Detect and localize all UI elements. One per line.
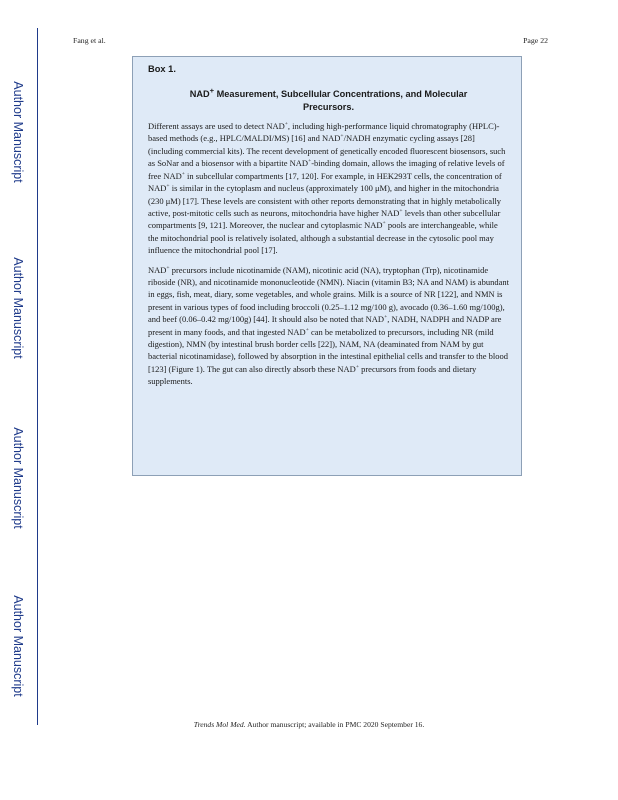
footer (0, 720, 618, 729)
running-header-author: Fang et al. (73, 36, 106, 45)
box-paragraph-1: Different assays are used to detect NAD+, including high-performance liquid chromatography (HPLC)-based methods (e.g., HPLC/MALDI/MS) [16] and NAD+/NADH enzymatic cycling assays [28] (including commercial kits). The recent development of genetically encoded fluorescent biosensors, such as SoNar and a biosensor with a bipartite NAD+-binding domain, allows the imaging of relative levels of free NAD+ in subcellular compartments [17, 120]. For example, in HEK293T cells, the concentration of NAD+ is similar in the cytoplasm and nucleus (approximately 100 μM), and higher in the mitochondria (230 μM) [17]. These levels are consistent with other reports demonstrating that in highly metabolically active, post-mitotic cells such as neurons, mitochondria have higher NAD+ levels than other subcellular compartments [9, 121]. Moreover, the nuclear and cytoplasmic NAD+ pools are interchangeable, while the mitochondrial pool is relatively isolated, although a substantial decrease in the cytosolic pool may influence the mitochondrial pool [17]. (148, 121, 506, 256)
margin-rule (37, 28, 38, 725)
sidebar-label-4: Author Manuscript (11, 595, 25, 697)
sidebar-label-1: Author Manuscript (11, 81, 25, 183)
box-1 (132, 56, 522, 476)
sidebar-label-3: Author Manuscript (11, 427, 25, 529)
sidebar-label-2: Author Manuscript (11, 257, 25, 359)
footer-journal: Trends Mol Med. (193, 720, 246, 729)
footer-note: Author manuscript; available in PMC 2020 September 16. (245, 720, 425, 729)
box-label: Box 1. (148, 64, 176, 74)
box-paragraph-2: NAD+ precursors include nicotinamide (NAM), nicotinic acid (NA), tryptophan (Trp), nicotinamide riboside (NR), and nicotinamide mononucleotide (NMN). Niacin (vitamin B3; NA and NAM) is abundant in eggs, fish, meat, diary, some vegetables, and whole grains. Milk is a source of NR [122], and NMN is present in various types of food including broccoli (0.25–1.12 mg/100 g), avocado (0.36–1.60 mg/100g), and beef (0.06–0.42 mg/100g) [44]. It should also be noted that NAD+, NADH, NADPH and NADP are present in many foods, and that ingested NAD+ can be metabolized to precursors, including NR (mild digestion), NMN (by intestinal brush border cells [22]), NAM, NA (deaminated from NAM by gut bacterial nicotinamidase), followed by absorption in the intestinal epithelial cells and transfer to the blood [123] (Figure 1). The gut can also directly absorb these NAD+ precursors from foods and dietary supplements. (148, 264, 509, 387)
page-number: Page 22 (523, 36, 548, 45)
box-title: NAD+ Measurement, Subcellular Concentrations, and Molecular Precursors. (189, 86, 468, 113)
